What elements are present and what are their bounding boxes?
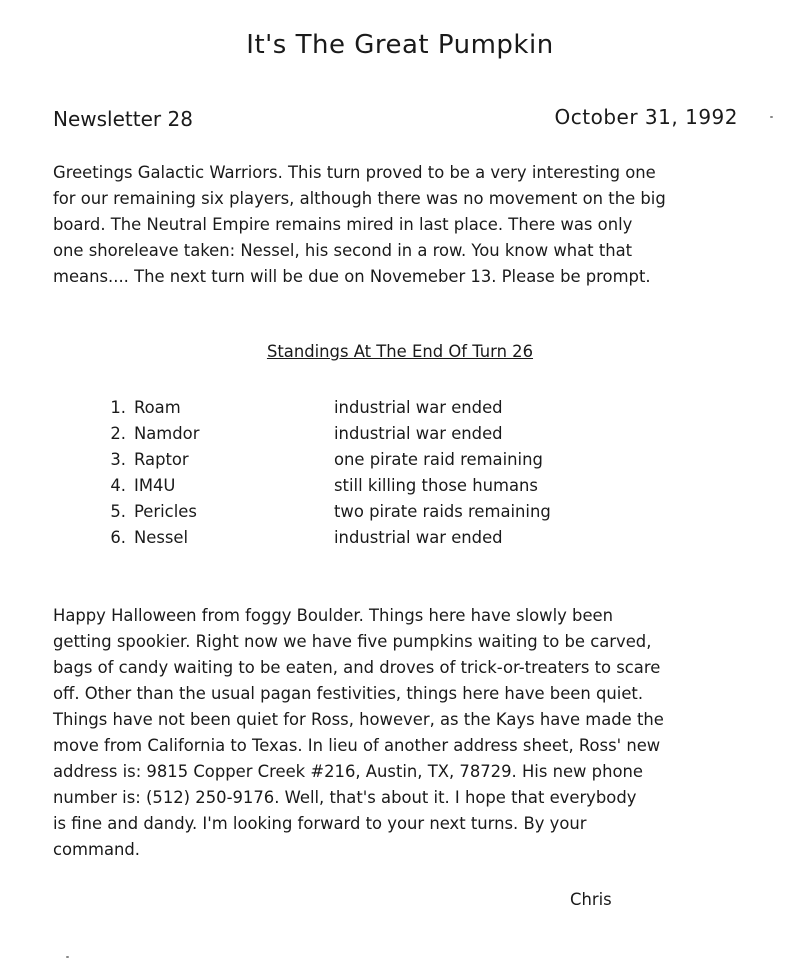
standing-player: Namdor xyxy=(134,424,200,443)
issue-date: October 31, 1992 xyxy=(554,105,738,129)
paragraph-line: address is: 9815 Copper Creek #216, Austin, TX, 78729. His new phone xyxy=(53,762,643,781)
issue-number: Newsletter 28 xyxy=(53,107,193,131)
standing-rank: 5. xyxy=(110,502,126,521)
paragraph-line: bags of candy waiting to be eaten, and droves of trick-or-treaters to scare xyxy=(53,658,661,677)
standing-status: industrial war ended xyxy=(334,424,503,443)
standings-list xyxy=(100,395,660,551)
standing-rank: 4. xyxy=(110,476,126,495)
newsletter-title: It's The Great Pumpkin xyxy=(246,30,554,60)
paragraph-line: Happy Halloween from foggy Boulder. Things here have slowly been xyxy=(53,606,614,625)
standings-row xyxy=(100,473,660,499)
paragraph-line: for our remaining six players, although there was no movement on the big xyxy=(53,189,666,208)
paragraph-line: move from California to Texas. In lieu of another address sheet, Ross' new xyxy=(53,736,661,755)
standing-player: Nessel xyxy=(134,528,189,547)
standings-row xyxy=(100,499,660,525)
intro-paragraph xyxy=(53,160,753,290)
standing-rank: 1. xyxy=(110,398,126,417)
standing-player: IM4U xyxy=(134,476,176,495)
standing-rank: 2. xyxy=(110,424,126,443)
standing-rank: 3. xyxy=(110,450,126,469)
standings-row xyxy=(100,395,660,421)
standings-row xyxy=(100,421,660,447)
paragraph-line: Things have not been quiet for Ross, however, as the Kays have made the xyxy=(53,710,664,729)
signature: Chris xyxy=(570,890,612,909)
standing-rank: 6. xyxy=(110,528,126,547)
paragraph-line: board. The Neutral Empire remains mired in last place. There was only xyxy=(53,215,633,234)
standing-status: industrial war ended xyxy=(334,528,503,547)
scan-speck xyxy=(66,956,69,958)
standing-player: Raptor xyxy=(134,450,189,469)
paragraph-line: off. Other than the usual pagan festivities, things here have been quiet. xyxy=(53,684,644,703)
standings-heading: Standings At The End Of Turn 26 xyxy=(266,342,534,361)
scan-speck xyxy=(770,116,773,118)
paragraph-line: command. xyxy=(53,840,141,859)
paragraph-line: means.... The next turn will be due on Novemeber 13. Please be prompt. xyxy=(53,267,651,286)
standing-status: one pirate raid remaining xyxy=(334,450,543,469)
paragraph-line: number is: (512) 250-9176. Well, that's about it. I hope that everybody xyxy=(53,788,637,807)
standings-row xyxy=(100,525,660,551)
standing-player: Roam xyxy=(134,398,181,417)
paragraph-line: getting spookier. Right now we have five pumpkins waiting to be carved, xyxy=(53,632,652,651)
paragraph-line: is fine and dandy. I'm looking forward to your next turns. By your xyxy=(53,814,587,833)
standing-status: still killing those humans xyxy=(334,476,538,495)
paragraph-line: Greetings Galactic Warriors. This turn proved to be a very interesting one xyxy=(53,163,656,182)
closing-paragraph xyxy=(53,603,753,863)
standing-status: industrial war ended xyxy=(334,398,503,417)
standing-player: Pericles xyxy=(134,502,197,521)
standings-row xyxy=(100,447,660,473)
paragraph-line: one shoreleave taken: Nessel, his second in a row. You know what that xyxy=(53,241,633,260)
standing-status: two pirate raids remaining xyxy=(334,502,551,521)
